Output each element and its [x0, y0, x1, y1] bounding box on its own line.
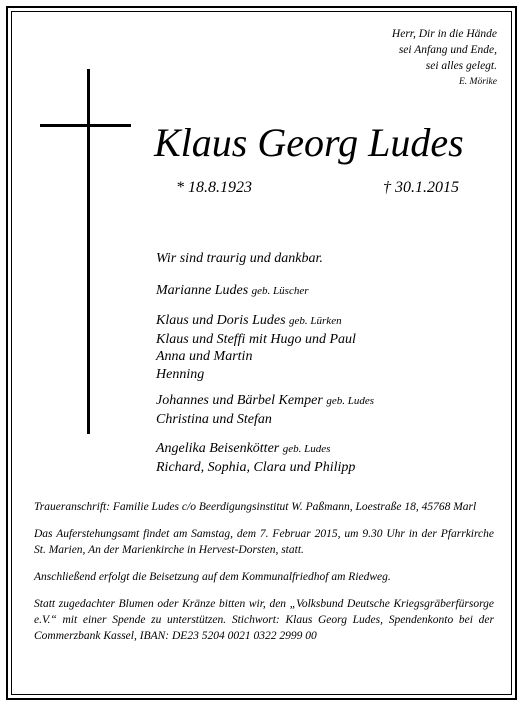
notice-text	[34, 499, 494, 655]
donation-info: Statt zugedachter Blumen oder Kränze bitten wir, den „Volksbund Deutsche Kriegsgräberfürsorge e.V.“ mit einer Spende zu unterstützen. Stichwort: Klaus Georg Ludes, Spendenkonto bei der Commerzbank Kassel, IBAN: DE23 5204 0021 0322 2999 00	[34, 598, 494, 642]
mourner-name: Angelika Beisenkötter	[156, 441, 280, 456]
maiden-name: geb. Ludes	[282, 443, 331, 455]
mourners-list	[156, 250, 506, 476]
mourner-line: Henning	[156, 366, 205, 382]
mourner-line	[156, 312, 506, 331]
mourner-name: Klaus und Doris Ludes	[156, 313, 286, 328]
mourner-line: Christina und Stefan	[156, 411, 272, 427]
mourner-line: Klaus und Steffi mit Hugo und Paul	[156, 331, 356, 347]
maiden-name: geb. Lürken	[289, 315, 342, 327]
mourning-address: Traueranschrift: Familie Ludes c/o Beerdigungsinstitut W. Paßmann, Loestraße 18, 45768 Marl	[34, 501, 477, 513]
mourner-line	[156, 282, 506, 301]
maiden-name: geb. Lüscher	[251, 284, 309, 297]
cross-icon-horizontal	[40, 124, 131, 127]
quote-line: sei Anfang und Ende,	[398, 44, 497, 56]
mourner-line	[156, 440, 506, 459]
quote-line: sei alles gelegt.	[425, 60, 497, 72]
service-info: Das Auferstehungsamt findet am Samstag, dem 7. Februar 2015, um 9.30 Uhr in der Pfarrkirche St. Marien, An der Marienkirche in Hervest-Dorsten, statt.	[34, 528, 494, 556]
mourner-name: Marianne Ludes	[156, 282, 249, 298]
death-date: † 30.1.2015	[383, 179, 459, 196]
deceased-name: Klaus Georg Ludes	[154, 120, 464, 165]
intro-text: Wir sind traurig und dankbar.	[156, 251, 323, 266]
mourner-line: Richard, Sophia, Clara und Philipp	[156, 459, 356, 475]
mourner-name: Johannes und Bärbel Kemper	[156, 393, 323, 408]
burial-info: Anschließend erfolgt die Beisetzung auf dem Kommunalfriedhof am Riedweg.	[34, 571, 391, 583]
quote-line: Herr, Dir in die Hände	[391, 28, 497, 40]
mourner-line	[156, 392, 506, 411]
birth-date: * 18.8.1923	[176, 179, 252, 196]
quote-author: E. Mörike	[459, 77, 497, 87]
quote-block	[297, 26, 497, 90]
maiden-name: geb. Ludes	[326, 395, 374, 407]
mourner-line: Anna und Martin	[156, 349, 253, 364]
